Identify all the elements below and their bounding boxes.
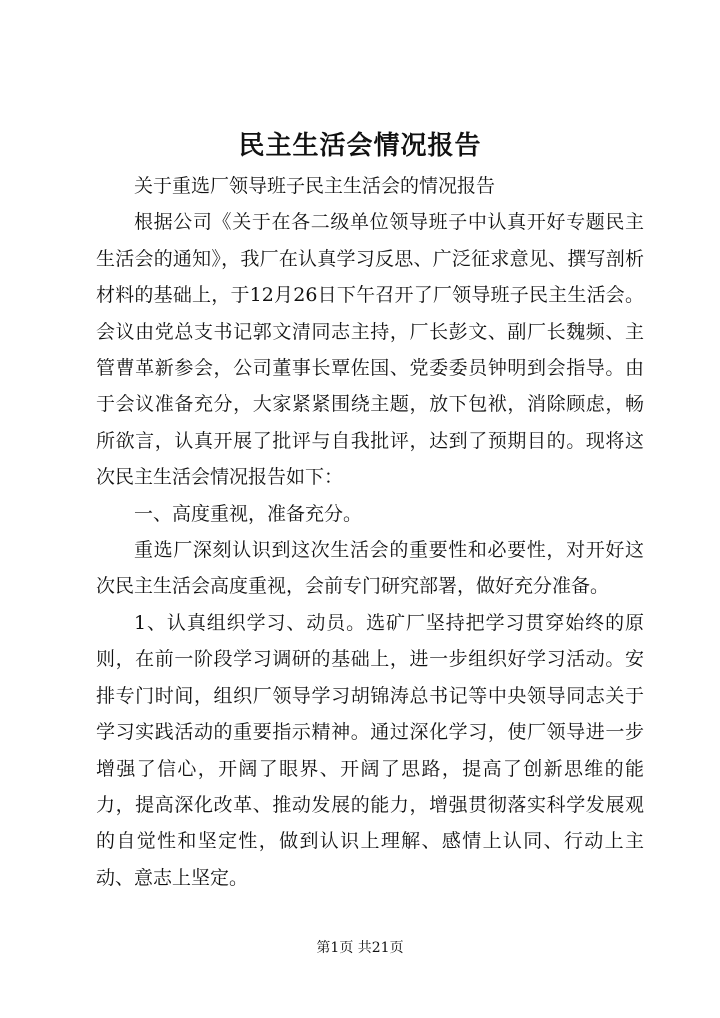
paragraph-subtitle: 关于重选厂领导班子民主生活会的情况报告: [134, 175, 496, 197]
paragraph-section-heading: 一、高度重视，准备充分。: [134, 502, 363, 525]
document-title: 民主生活会情况报告: [238, 131, 482, 161]
page-number-footer: 第1页 共21页: [316, 940, 404, 956]
document-body: [96, 168, 644, 896]
paragraph-intro: 根据公司《关于在各二级单位领导班子中认真开好专题民主生活会的通知》，我厂在认真学习反思、广泛征求意见、撰写剖析材料的基础上，于12月26日下午召开了厂领导班子民主生活会。会议由党总支书记郭文清同志主持，厂长彭文、副厂长魏频、主管曹革新参会，公司董事长覃佐国、党委委员钟明到会指导。由于会议准备充分，大家紧紧围绕主题，放下包袱，消除顾虑，畅所欲言，认真开展了批评与自我批评，达到了预期目的。现将这次民主生活会情况报告如下：: [96, 211, 644, 489]
paragraph-section-body: 重选厂深刻认识到这次生活会的重要性和必要性，对开好这次民主生活会高度重视，会前专门研究部署，做好充分准备。: [96, 539, 644, 598]
paragraph-item-1: 1、认真组织学习、动员。选矿厂坚持把学习贯穿始终的原则，在前一阶段学习调研的基础上，进一步组织好学习活动。安排专门时间，组织厂领导学习胡锦涛总书记等中央领导同志关于学习实践活动的重要指示精神。通过深化学习，使厂领导进一步增强了信心，开阔了眼界、开阔了思路，提高了创新思维的能力，提高深化改革、推动发展的能力，增强贯彻落实科学发展观的自觉性和坚定性，做到认识上理解、感情上认同、行动上主动、意志上坚定。: [96, 611, 644, 889]
